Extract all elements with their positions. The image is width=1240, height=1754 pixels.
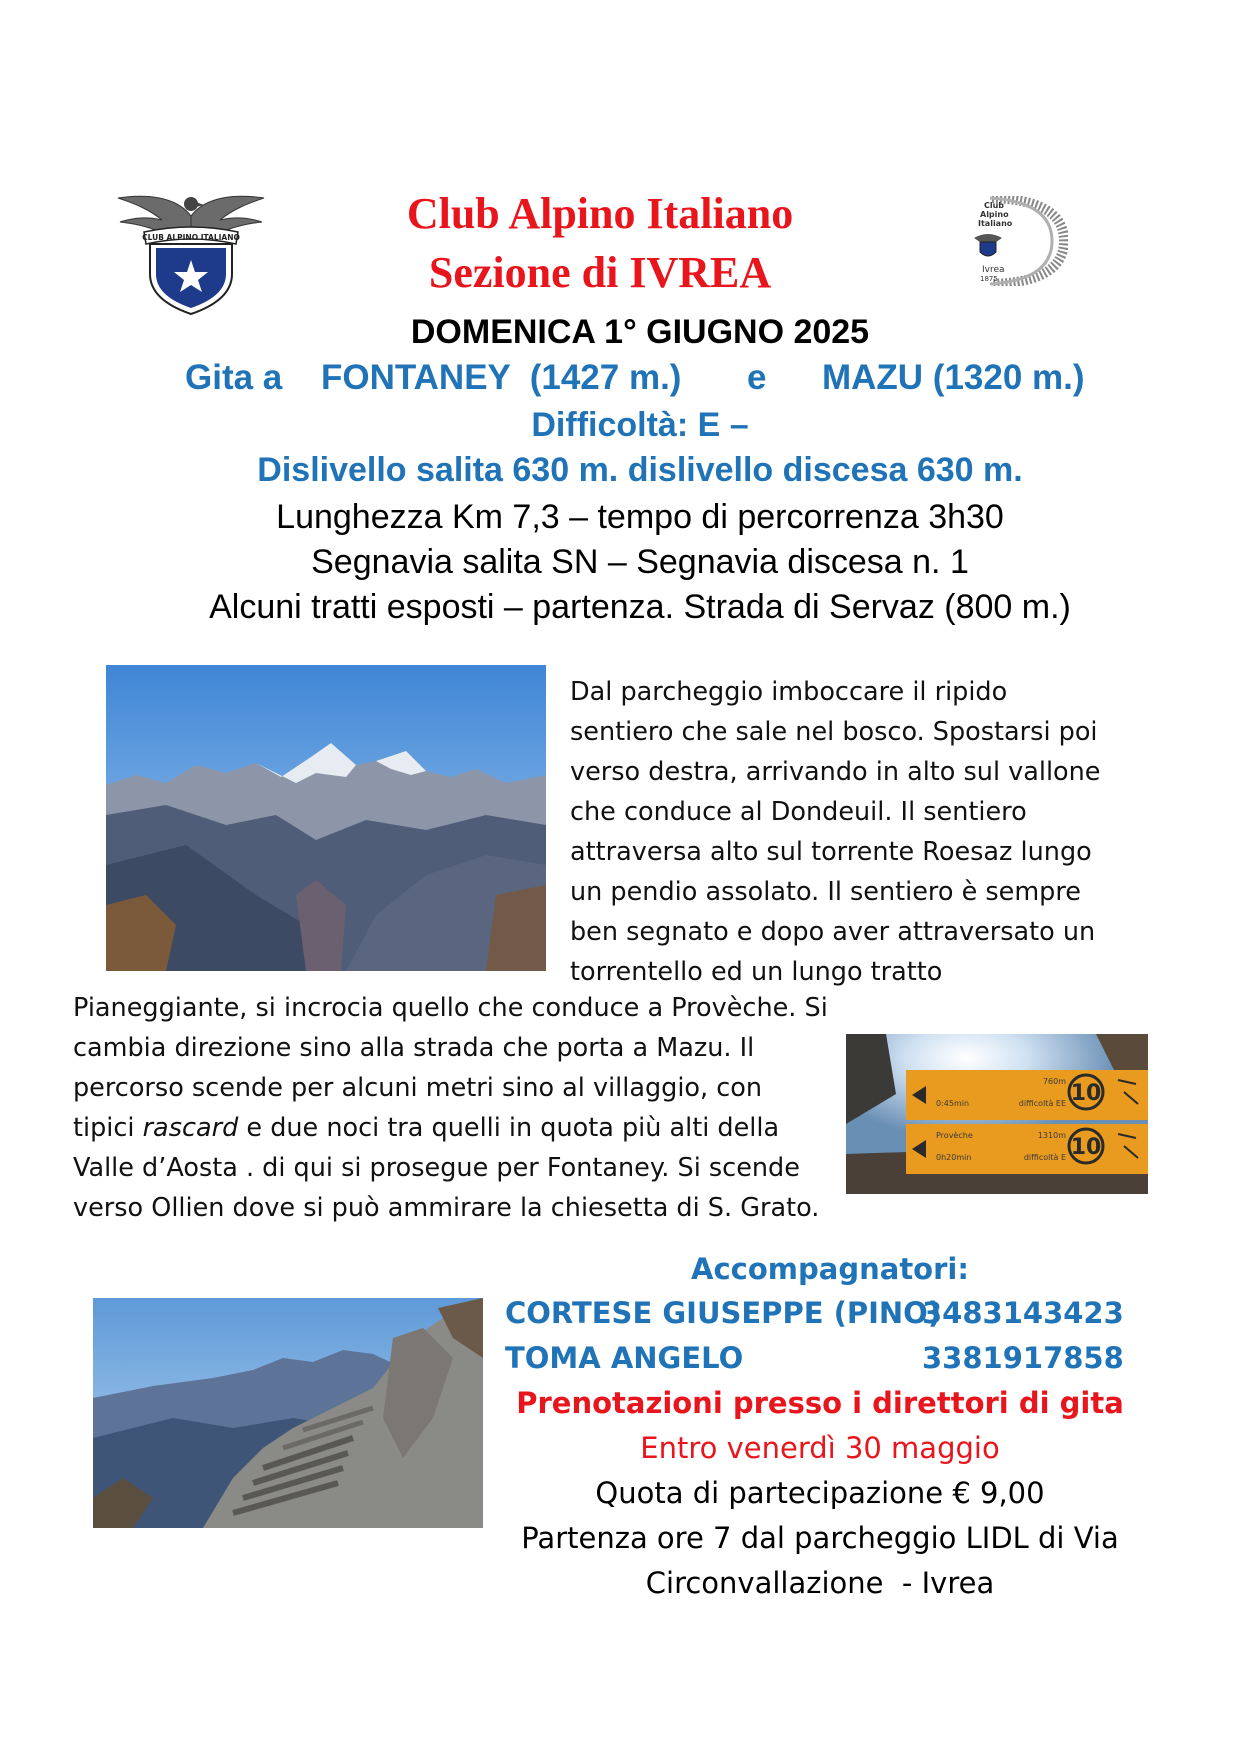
guide-2-name: TOMA ANGELO bbox=[505, 1341, 744, 1375]
description-line: tipici rascard e due noci tra quelli in quota più alti della bbox=[73, 1113, 780, 1143]
guide-row-2 bbox=[505, 1338, 1145, 1378]
conjunction: e bbox=[747, 358, 767, 397]
sign-place-2: Provèche bbox=[936, 1131, 973, 1140]
elevation: Dislivello salita 630 m. dislivello discesa 630 m. bbox=[257, 451, 1023, 489]
description-line: verso destra, arrivando in alto sul vallone bbox=[570, 757, 1101, 787]
description-line: Dal parcheggio imboccare il ripido bbox=[570, 677, 1008, 707]
description-line: cambia direzione sino alla strada che porta a Mazu. Il bbox=[73, 1033, 755, 1063]
right-logo-line4: Ivrea bbox=[982, 265, 1005, 275]
right-logo-line5: 1875 bbox=[980, 275, 998, 283]
description-line: che conduce al Dondeuil. Il sentiero bbox=[570, 797, 1027, 827]
guide-row-1 bbox=[505, 1293, 1145, 1333]
description-line: ben segnato e dopo aver attraversato un bbox=[570, 917, 1096, 947]
departure-line-1: Partenza ore 7 dal parcheggio LIDL di Via bbox=[521, 1521, 1119, 1555]
exposure-start: Alcuni tratti esposti – partenza. Strada di Servaz (800 m.) bbox=[209, 588, 1071, 626]
gita-prefix: Gita a bbox=[185, 358, 283, 397]
sign-number-2: 10 bbox=[1070, 1135, 1102, 1160]
title-line-2: Sezione di IVREA bbox=[428, 248, 772, 297]
destination-mazu: MAZU (1320 m.) bbox=[822, 358, 1085, 397]
length-time: Lunghezza Km 7,3 – tempo di percorrenza 3h30 bbox=[276, 498, 1004, 536]
mountain-valley-photo bbox=[106, 665, 546, 971]
right-logo-line3: Italiano bbox=[978, 219, 1013, 228]
right-logo-line2: Alpino bbox=[980, 210, 1009, 219]
description-block-2 bbox=[73, 988, 933, 1228]
title-line-1: Club Alpino Italiano bbox=[406, 189, 794, 238]
sign-altitude-2: 1310m bbox=[1037, 1131, 1066, 1140]
guides-heading: Accompagnatori: bbox=[691, 1252, 969, 1286]
right-logo-line1: Club bbox=[984, 201, 1005, 210]
booking-deadline: Entro venerdì 30 maggio bbox=[640, 1431, 1000, 1465]
description-line: Valle d’Aosta . di qui si prosegue per Fontaney. Si scende bbox=[73, 1153, 800, 1183]
cai-eagle-logo bbox=[116, 186, 266, 316]
description-line: verso Ollien dove si può ammirare la chiesetta di S. Grato. bbox=[73, 1193, 820, 1223]
guide-1-name: CORTESE GIUSEPPE (PINO) bbox=[505, 1296, 942, 1330]
rascard-term: rascard bbox=[142, 1113, 239, 1143]
sign-time-1: 0:45min bbox=[936, 1099, 970, 1108]
destination-fontaney: FONTANEY (1427 m.) bbox=[321, 358, 682, 397]
trail-marks: Segnavia salita SN – Segnavia discesa n. 1 bbox=[311, 543, 969, 581]
sign-number-1: 10 bbox=[1070, 1081, 1102, 1106]
booking-info: Prenotazioni presso i direttori di gita bbox=[516, 1386, 1124, 1420]
sign-time-2: 0h20min bbox=[936, 1153, 972, 1162]
trail-sign-photo bbox=[846, 1034, 1148, 1194]
mini-eagle-icon bbox=[974, 234, 1002, 256]
description-column bbox=[570, 672, 1170, 992]
description-line: un pendio assolato. Il sentiero è sempre bbox=[570, 877, 1081, 907]
sign-difficulty-2: difficoltà E bbox=[1023, 1153, 1066, 1162]
sign-altitude-1: 760m bbox=[1042, 1077, 1066, 1086]
left-logo-text: CLUB ALPINO ITALIANO bbox=[142, 233, 240, 242]
difficulty: Difficoltà: E – bbox=[531, 406, 749, 444]
rocky-steps-photo bbox=[93, 1298, 483, 1528]
description-line: attraversa alto sul torrente Roesaz lungo bbox=[570, 837, 1092, 867]
participation-fee: Quota di partecipazione € 9,00 bbox=[595, 1476, 1045, 1510]
guide-1-phone[interactable]: 3483143423 bbox=[922, 1296, 1124, 1330]
destinations-line bbox=[185, 356, 1125, 400]
description-line: percorso scende per alcuni metri sino al villaggio, con bbox=[73, 1073, 763, 1103]
sign-difficulty-1: difficoltà EE bbox=[1018, 1099, 1066, 1108]
description-line: sentiero che sale nel bosco. Spostarsi poi bbox=[570, 717, 1098, 747]
cai-ivrea-logo bbox=[960, 196, 1068, 286]
event-date: DOMENICA 1° GIUGNO 2025 bbox=[410, 313, 870, 351]
description-line: torrentello ed un lungo tratto bbox=[570, 957, 943, 987]
departure-line-2: Circonvallazione - Ivrea bbox=[645, 1566, 995, 1600]
guide-2-phone[interactable]: 3381917858 bbox=[922, 1341, 1124, 1375]
description-line: Pianeggiante, si incrocia quello che conduce a Provèche. Si bbox=[73, 993, 828, 1023]
